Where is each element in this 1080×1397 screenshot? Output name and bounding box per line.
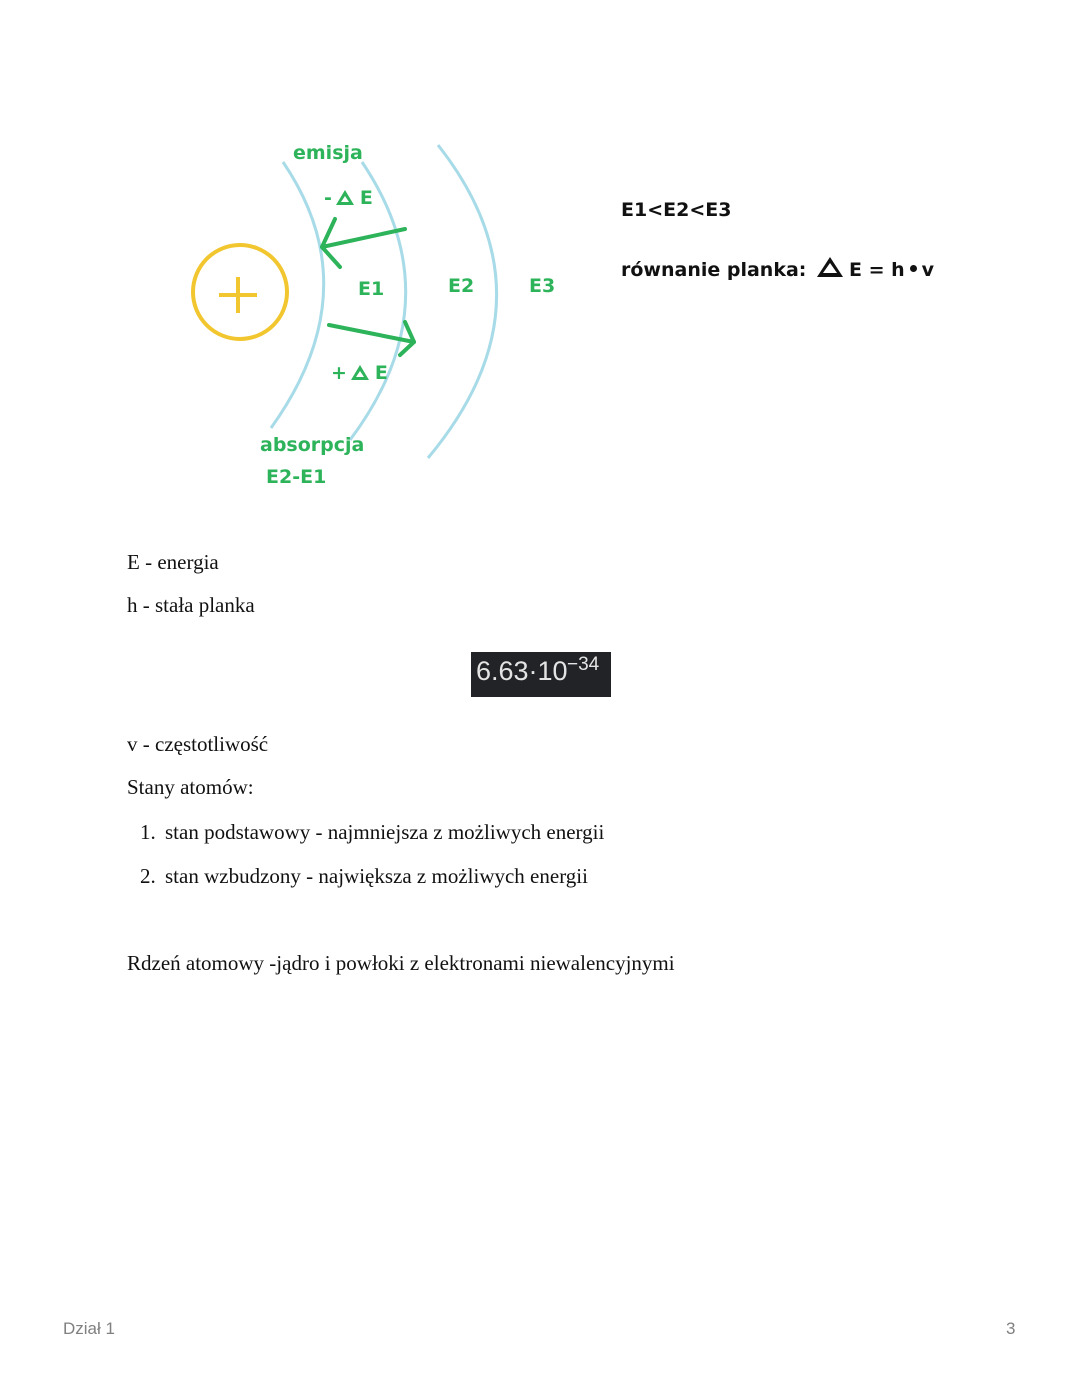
delta-icon	[351, 365, 369, 380]
definition-energy: E - energia	[127, 550, 219, 574]
minus-delta-e-label	[324, 189, 373, 208]
planck-constant-image	[471, 652, 611, 697]
minus-e-letter: E	[359, 187, 373, 209]
footer-section-label: Dział 1	[63, 1319, 115, 1338]
planck-equation	[621, 257, 934, 280]
plus-e-letter: E	[374, 362, 388, 384]
multiply-dot-icon	[910, 265, 917, 272]
plus-sign: +	[331, 362, 347, 384]
energy-inequality: E1<E2<E3	[621, 199, 732, 221]
emission-label: emisja	[293, 142, 363, 164]
absorption-label: absorpcja	[260, 434, 365, 456]
list-item	[140, 864, 588, 889]
list-text: stan podstawowy - najmniejsza z możliwych energii	[165, 820, 605, 844]
equation-mid: E = h	[849, 259, 905, 281]
plus-delta-e-label	[331, 364, 388, 383]
definition-planck-constant: h - stała planka	[127, 593, 255, 617]
emission-arrow-shaft	[322, 229, 405, 247]
footer-page-number: 3	[1006, 1319, 1016, 1338]
minus-sign: -	[324, 187, 332, 209]
delta-icon	[817, 257, 843, 277]
equation-end: v	[921, 259, 935, 281]
orbit-e1-arc	[271, 162, 324, 428]
constant-exponent: −34	[567, 654, 600, 675]
atom-states-heading: Stany atomów:	[127, 775, 254, 799]
orbit-e3-arc	[428, 145, 497, 458]
list-number: 1.	[140, 820, 156, 844]
equation-prefix: równanie planka:	[621, 259, 807, 281]
list-text: stan wzbudzony - największa z możliwych energii	[165, 864, 588, 888]
atomic-core-definition: Rdzeń atomowy -jądro i powłoki z elektronami niewalencyjnymi	[127, 951, 675, 975]
constant-mantissa: 6.63·10	[476, 656, 568, 686]
e3-label: E3	[529, 275, 556, 297]
atom-energy-diagram	[0, 0, 1080, 520]
delta-icon	[336, 190, 354, 205]
e2-label: E2	[448, 275, 475, 297]
e1-label: E1	[358, 278, 385, 300]
list-item	[140, 820, 604, 845]
definition-frequency: v - częstotliwość	[127, 732, 269, 756]
e2-e1-label: E2-E1	[266, 466, 327, 488]
list-number: 2.	[140, 864, 156, 888]
